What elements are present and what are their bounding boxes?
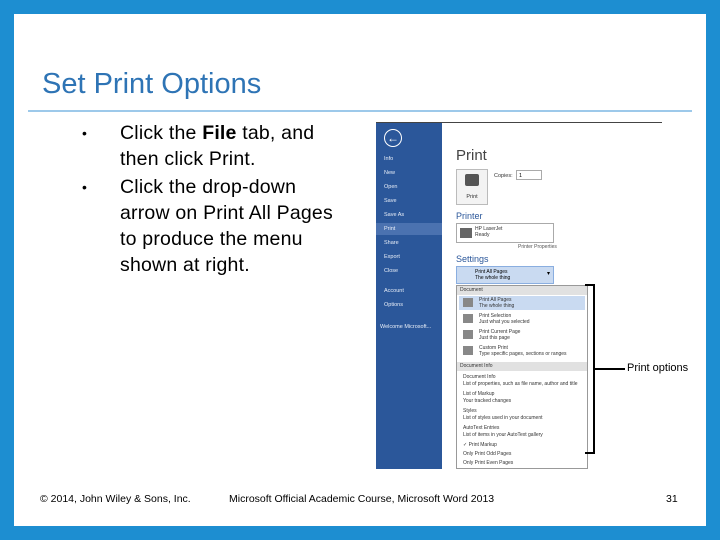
nav-item-print[interactable]: Print [376,223,442,235]
print-button-label: Print [466,194,478,200]
menu-section-document: Document [457,286,587,295]
bullet-2-text: Click the drop-down arrow on Print All Pages to produce the menu shown at right. [120,176,333,276]
nav-item-save-as[interactable]: Save As [384,212,405,218]
nav-item-account[interactable]: Account [384,288,404,294]
menu-item[interactable]: Only Print Even Pages [463,460,514,466]
print-options-menu [456,285,588,469]
menu-item[interactable]: List of Markup [463,391,495,397]
printer-status: Ready [475,232,490,238]
nav-item-options[interactable]: Options [384,302,403,308]
option-sub: The whole thing [479,303,515,309]
bullet-item-2 [76,174,346,278]
custom-print-icon [463,346,473,355]
bullet-1-pre: Click the [120,122,203,144]
callout-leader-line [595,368,625,370]
backstage-sidebar [376,123,442,469]
printer-heading: Printer [456,211,483,221]
bullet-1-post: tab, and then click Print. [120,122,315,170]
title-divider [28,110,692,112]
print-range-sub: The whole thing [475,275,511,281]
settings-heading: Settings [456,254,489,264]
printer-icon [465,174,479,186]
bullet-dot: • [82,125,88,141]
printer-properties-link[interactable]: Printer Properties [518,244,557,250]
option-sub: Just this page [479,335,510,341]
print-range-dropdown[interactable] [456,266,554,284]
print-heading: Print [456,147,487,164]
bullet-1-bold: File [202,122,237,144]
menu-option-print-current-page[interactable] [459,328,585,342]
menu-item[interactable]: Styles [463,408,477,414]
callout-label: Print options [627,362,689,374]
nav-item-open[interactable]: Open [384,184,398,190]
option-title: Custom Print [479,345,508,351]
page-number: 31 [666,493,678,505]
menu-section-document-info: Document Info [457,362,587,371]
nav-item-share[interactable]: Share [384,240,399,246]
printer-select[interactable] [456,223,554,243]
page-icon [463,330,473,339]
menu-option-print-all-pages[interactable] [459,296,585,310]
printer-name: HP LaserJet [475,226,503,232]
menu-item[interactable]: Only Print Odd Pages [463,451,512,457]
nav-item-new[interactable]: New [384,170,396,176]
option-title: Print Selection [479,313,512,319]
menu-item-desc: List of items in your AutoText gallery [463,432,543,438]
bullet-item-1 [76,120,346,172]
footer-copyright: © 2014, John Wiley & Sons, Inc. [40,493,191,505]
menu-item[interactable]: Document Info [463,374,496,380]
backstage-note: Welcome Microsoft... [380,324,432,330]
option-title: Print All Pages [479,297,512,303]
option-sub: Just what you selected [479,319,530,325]
bullet-list [76,120,346,280]
dropdown-arrow-icon[interactable]: ▾ [546,271,550,277]
menu-option-custom-print[interactable] [459,344,585,358]
back-arrow-icon[interactable]: ← [384,129,402,147]
nav-item-save[interactable]: Save [384,198,397,204]
option-sub: Type specific pages, sections or ranges [479,351,567,357]
option-title: Print Current Page [479,329,521,335]
menu-item-desc: List of styles used in your document [463,415,543,421]
print-range-value: Print All Pages [475,269,508,275]
bullet-dot: • [82,179,88,195]
slide-title: Set Print Options [42,68,262,100]
nav-item-info[interactable]: Info [384,156,394,162]
printer-device-icon [460,228,472,238]
copies-label: Copies: [494,173,513,179]
print-button[interactable] [456,169,488,205]
word-print-screenshot [376,122,662,469]
menu-item-desc: List of properties, such as file name, author and title [463,381,578,387]
nav-item-close[interactable]: Close [384,268,399,274]
menu-option-print-selection[interactable] [459,312,585,326]
selection-icon [463,314,473,323]
pages-icon [463,298,473,307]
menu-item-desc: Your tracked changes [463,398,512,404]
nav-item-export[interactable]: Export [384,254,400,260]
menu-item[interactable]: AutoText Entries [463,425,500,431]
copies-input[interactable]: 1 [516,170,542,180]
callout-bracket-bottom [585,452,595,454]
footer-course: Microsoft Official Academic Course, Microsoft Word 2013 [229,493,495,505]
menu-item-checked[interactable]: ✓ Print Markup [463,442,497,448]
